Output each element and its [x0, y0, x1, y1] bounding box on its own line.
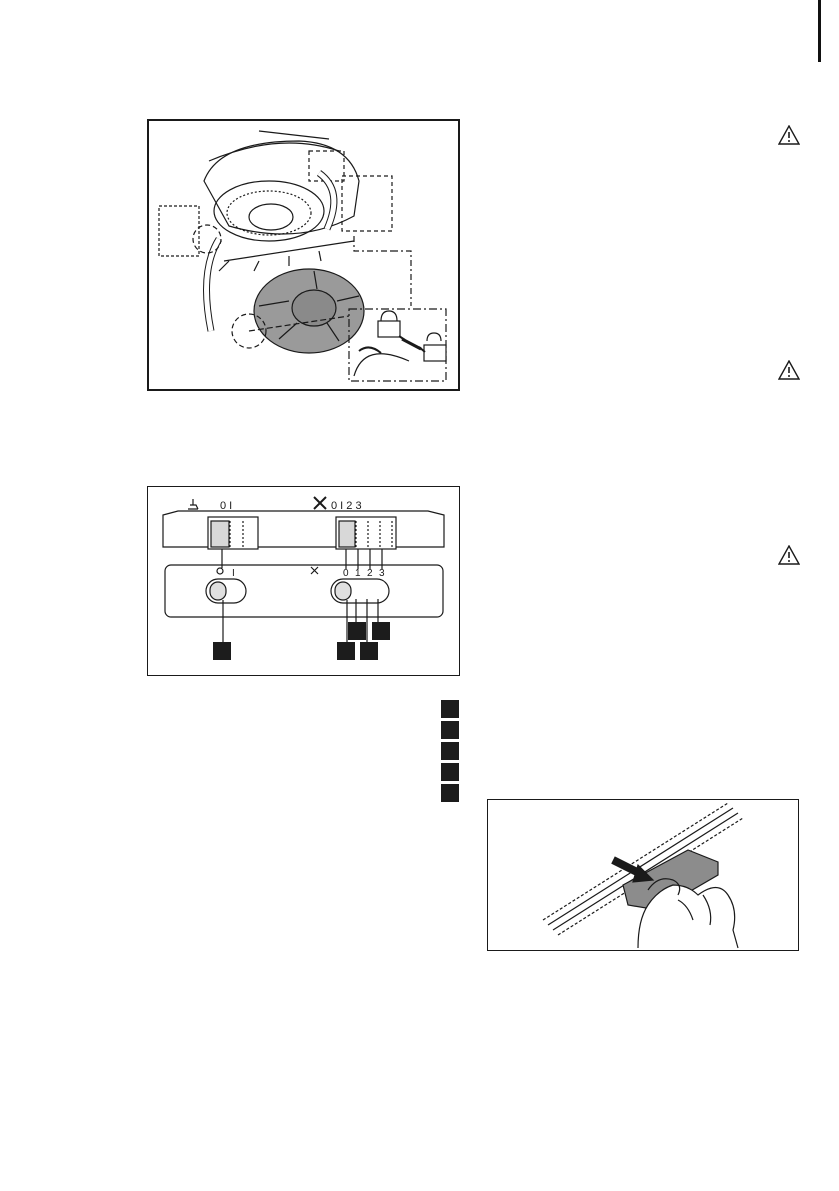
- control-panel-illustration: [148, 487, 459, 675]
- warning-icon: [778, 125, 800, 145]
- control-panel-figure: [147, 486, 460, 676]
- panel-light-marks: 0 I: [220, 500, 233, 512]
- warning-icon: [778, 360, 800, 380]
- warning-icon: [778, 545, 800, 565]
- legend-box-1: [441, 700, 459, 718]
- legend-number-boxes: [441, 700, 459, 805]
- legend-box-3: [441, 742, 459, 760]
- page-edge-marker: [818, 0, 821, 62]
- light-switch-mark-on: I: [232, 568, 235, 579]
- legend-box-5: [441, 784, 459, 802]
- light-icon: [188, 499, 198, 509]
- filter-install-figure: [147, 119, 460, 391]
- lock-open-icon: [424, 333, 446, 361]
- filter-install-illustration: [149, 121, 458, 389]
- fan-mark-3: 3: [379, 568, 385, 579]
- filter-removal-illustration: [488, 800, 798, 950]
- filter-removal-figure: [487, 799, 799, 951]
- fan-icon: [314, 497, 326, 509]
- fan-mark-1: 1: [355, 568, 361, 579]
- legend-box-2: [441, 721, 459, 739]
- fan-mark-2: 2: [367, 568, 373, 579]
- panel-fan-marks: 0 I 2 3: [331, 500, 362, 512]
- legend-box-4: [441, 763, 459, 781]
- lock-closed-icon: [378, 311, 400, 337]
- fan-mark-0: 0: [343, 568, 349, 579]
